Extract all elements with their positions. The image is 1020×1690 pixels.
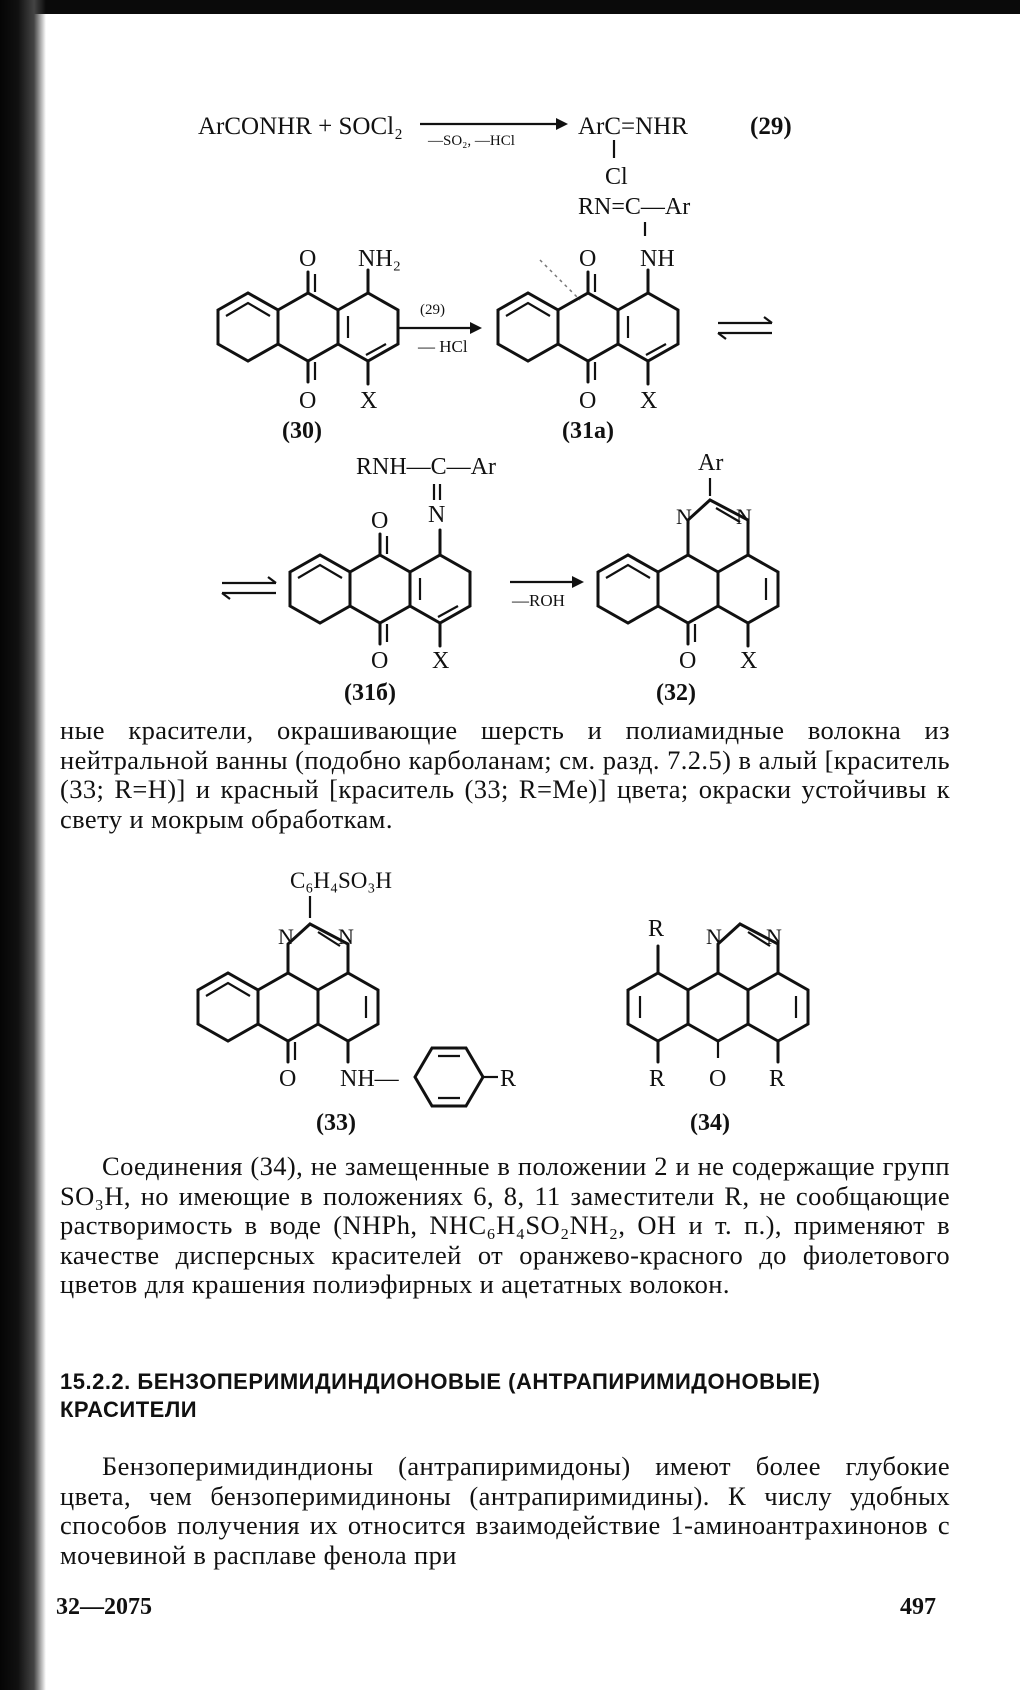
c32-label: (32) [656, 680, 696, 706]
c31a-label: (31a) [562, 418, 614, 444]
compound-31a [498, 194, 690, 444]
c34-r-right: R [769, 1066, 786, 1092]
compound-33 [198, 868, 516, 1136]
c32-n1: N [676, 504, 692, 529]
c33-label: (33) [316, 1110, 356, 1136]
reaction-29-product: ArC=NHR [578, 113, 688, 140]
c31b-n: N [428, 502, 446, 528]
c33-o: O [279, 1066, 297, 1092]
c33-top-substituent: C₆H₄SO₃H [290, 868, 393, 893]
reaction-29-product-cl: Cl [605, 164, 628, 190]
c32-n3: N [736, 504, 752, 529]
equilibrium-arrow-2 [222, 577, 276, 599]
paragraph-dyes-continuation: ные красители, окрашивающие шерсть и полиамидные волокна из нейтральной ванны (подобно карболанам; см. разд. 7.2.5) в алый [краситель (33; R=H)] и красный [краситель (33; R=Me)] цвета; окраски устойчивы к свету и мокрым обработкам. [60, 715, 950, 834]
c34-r-left: R [649, 1066, 666, 1092]
c31b-o-bottom: O [371, 648, 389, 674]
reaction-29-reactants: ArCONHR + SOCl₂ [198, 113, 403, 140]
printer-signature: 32—2075 [56, 1594, 152, 1620]
arrow-31b-32-bottom: —ROH [512, 591, 565, 610]
c31b-x: X [432, 648, 450, 674]
c33-n3: N [338, 924, 354, 949]
c30-o-top: O [299, 246, 317, 272]
c33-n1: N [278, 924, 294, 949]
c30-nh2: NH₂ [358, 246, 402, 272]
c31b-label: (31б) [344, 680, 396, 706]
c34-o: O [709, 1066, 727, 1092]
compound-31b [290, 454, 496, 706]
c31b-o-top: O [371, 508, 389, 534]
c30-x: X [360, 388, 378, 414]
c32-o: O [679, 648, 697, 674]
reaction-29-conditions: —SO₂, —HCl [428, 133, 515, 149]
equilibrium-arrow-1 [718, 317, 772, 339]
paragraph-compounds-34: Соединения (34), не замещенные в положении 2 и не содержащие групп SO₃H, но имеющие в положениях 6, 8, 11 заместители R, не сообщающие растворимость в воде (NHPh, NHC₆H₄SO₂NH₂, OH и т. п.), применяют в качестве дисперсных красителей от оранжево-красного до фиолетового цветов для крашения полиэфирных и ацетатных волокон. [60, 1151, 950, 1299]
c32-x: X [740, 648, 758, 674]
arrow-30-31a-bottom: — HCl [418, 337, 468, 356]
c34-label: (34) [690, 1110, 730, 1136]
compound-30 [218, 246, 401, 444]
reaction-29 [198, 113, 792, 190]
paragraph-benzoperimidinediones: Бензоперимидиндионы (антрапиримидоны) имеют более глубокие цвета, чем бензоперимидиноны (антрапиримидины). К числу удобных способов получения их относится взаимодействие 1-аминоантрахинонов с мочевиной в расплаве фенола при [60, 1451, 950, 1570]
c31a-nh: NH [640, 246, 675, 272]
c31a-sidechain: RN=C—Ar [578, 194, 691, 220]
c31b-sidechain: RNH—C—Ar [356, 454, 497, 480]
c32-ar: Ar [698, 450, 724, 476]
c31a-x: X [640, 388, 658, 414]
compound-32 [598, 450, 778, 706]
c34-r-top: R [648, 916, 665, 942]
c33-r: R [500, 1066, 517, 1092]
section-heading: 15.2.2. БЕНЗОПЕРИМИДИНДИОНОВЫЕ (АНТРАПИРИМИДОНОВЫЕ) КРАСИТЕЛИ [60, 1369, 821, 1422]
c30-label: (30) [282, 418, 322, 444]
arrow-30-31a [398, 302, 482, 356]
arrow-30-31a-top: (29) [420, 302, 445, 318]
arrow-31b-32 [510, 576, 584, 610]
c34-n3: N [766, 924, 782, 949]
c34-n1: N [706, 924, 722, 949]
compound-34 [628, 916, 808, 1136]
page-number: 497 [900, 1594, 936, 1620]
reaction-29-number: (29) [750, 113, 792, 140]
c31a-o-bottom: O [579, 388, 597, 414]
c30-o-bottom: O [299, 388, 317, 414]
c31a-o-top: O [579, 246, 597, 272]
c33-nh: NH— [340, 1066, 399, 1092]
